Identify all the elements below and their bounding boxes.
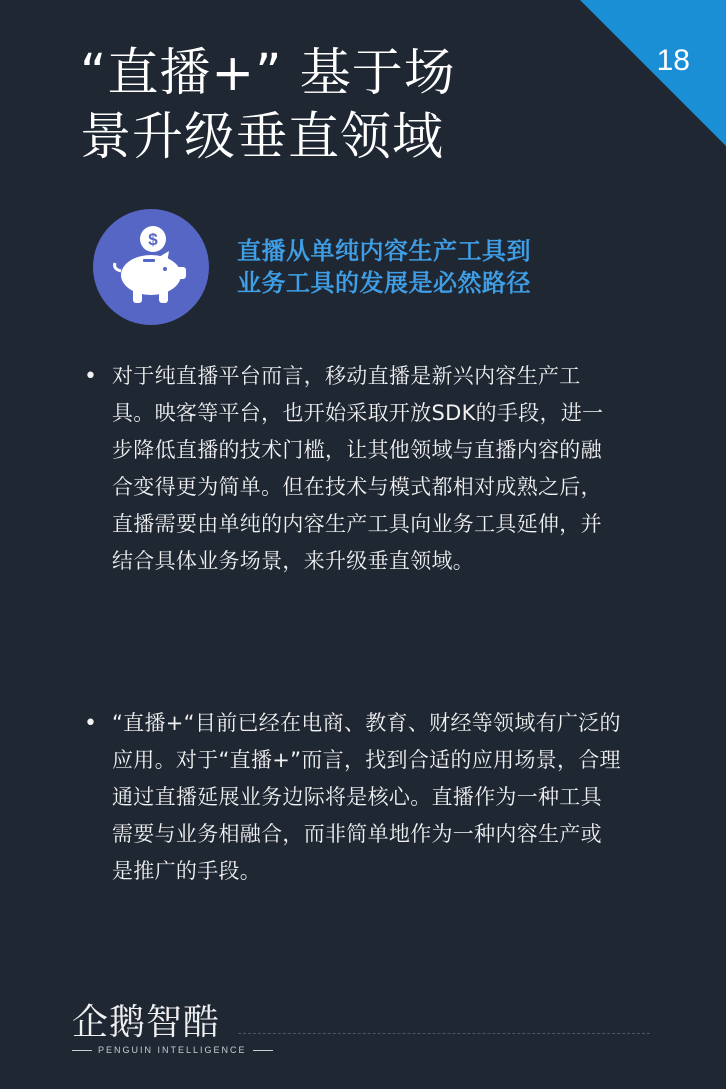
- logo-subtext: PENGUIN INTELLIGENCE: [98, 1045, 247, 1055]
- page-corner-triangle: [580, 0, 726, 146]
- page-title: “直播+” 基于场 景升级垂直领域: [80, 44, 456, 167]
- bullet-marker-2: •: [84, 711, 97, 736]
- logo-dash-left: [72, 1050, 92, 1051]
- logo-dash-right: [253, 1050, 273, 1051]
- highlight-statement: 直播从单纯内容生产工具到 业务工具的发展是必然路径: [237, 237, 531, 297]
- bullet-paragraph-2: “直播+“目前已经在电商、教育、财经等领域有广泛的应用。对于“直播+”而言，找到合适的应用场景，合理通过直播延展业务边际将是核心。直播作为一种工具需要与业务相融合，而非简单地作为一种内容生产或是推广的手段。: [112, 711, 621, 883]
- penguin-intelligence-logo: [72, 1003, 273, 1055]
- svg-text:$: $: [148, 230, 158, 249]
- page-number: 18: [656, 44, 690, 77]
- logo-text: 企鹅智酷: [72, 1002, 221, 1043]
- bullet-paragraph-1: 对于纯直播平台而言，移动直播是新兴内容生产工具。映客等平台，也开始采取开放SDK的手段，进一步降低直播的技术门槛，让其他领域与直播内容的融合变得更为简单。但在技术与模式都相对成熟之后，直播需要由单纯的内容生产工具向业务工具延伸，并结合具体业务场景，来升级垂直领域。: [112, 364, 604, 573]
- logo-subtext-row: [72, 1045, 273, 1055]
- piggy-bank-coin-icon: [93, 209, 209, 325]
- bullet-marker-1: •: [84, 364, 97, 389]
- footer-divider: [238, 1033, 650, 1034]
